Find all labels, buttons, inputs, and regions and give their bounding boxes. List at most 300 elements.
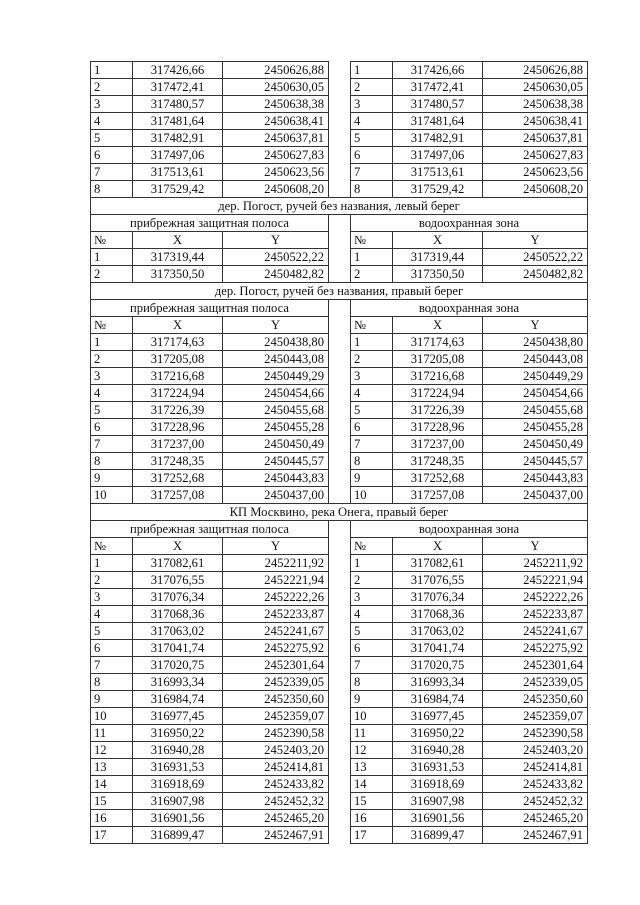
left-y-coordinate: 2452403,20 [223, 742, 329, 759]
left-x-coordinate: 316901,56 [133, 810, 223, 827]
left-y-coordinate: 2450454,66 [223, 385, 329, 402]
right-point-number: 12 [351, 742, 393, 759]
right-num-header: № [351, 538, 393, 555]
column-gap [329, 572, 351, 589]
right-point-number: 3 [351, 96, 393, 113]
right-point-number: 15 [351, 793, 393, 810]
left-y-coordinate: 2450608,20 [223, 181, 329, 198]
left-point-number: 4 [91, 113, 133, 130]
right-y-coordinate: 2450455,68 [483, 402, 588, 419]
left-x-coordinate: 317257,08 [133, 487, 223, 504]
left-point-number: 1 [91, 334, 133, 351]
column-gap [329, 487, 351, 504]
left-y-coordinate: 2450445,57 [223, 453, 329, 470]
right-point-number: 1 [351, 249, 393, 266]
column-gap [329, 623, 351, 640]
right-y-coordinate: 2450443,08 [483, 351, 588, 368]
left-point-number: 6 [91, 147, 133, 164]
table-row [91, 708, 588, 725]
left-y-coordinate: 2450522,22 [223, 249, 329, 266]
left-y-coordinate: 2450482,82 [223, 266, 329, 283]
left-point-number: 2 [91, 351, 133, 368]
table-row [91, 130, 588, 147]
left-y-coordinate: 2452465,20 [223, 810, 329, 827]
column-header-row [91, 538, 588, 555]
left-point-number: 2 [91, 572, 133, 589]
left-y-header: Y [223, 232, 329, 249]
right-point-number: 5 [351, 402, 393, 419]
zone-header-row [91, 521, 588, 538]
left-point-number: 3 [91, 589, 133, 606]
right-y-coordinate: 2450437,00 [483, 487, 588, 504]
left-point-number: 8 [91, 181, 133, 198]
table-row [91, 385, 588, 402]
right-point-number: 14 [351, 776, 393, 793]
column-gap [329, 113, 351, 130]
left-point-number: 1 [91, 62, 133, 79]
left-point-number: 10 [91, 708, 133, 725]
column-gap [329, 640, 351, 657]
right-y-header: Y [483, 232, 588, 249]
left-y-coordinate: 2450630,05 [223, 79, 329, 96]
left-y-coordinate: 2450449,29 [223, 368, 329, 385]
left-x-coordinate: 316977,45 [133, 708, 223, 725]
left-point-number: 15 [91, 793, 133, 810]
right-x-coordinate: 317216,68 [393, 368, 483, 385]
left-x-coordinate: 317529,42 [133, 181, 223, 198]
column-gap [329, 62, 351, 79]
right-point-number: 1 [351, 62, 393, 79]
right-y-coordinate: 2450637,81 [483, 130, 588, 147]
table-row [91, 62, 588, 79]
coastal-strip-header: прибрежная защитная полоса [91, 300, 329, 317]
right-point-number: 6 [351, 147, 393, 164]
section-title-row [91, 283, 588, 300]
table-row [91, 742, 588, 759]
left-point-number: 6 [91, 419, 133, 436]
column-gap [329, 691, 351, 708]
left-y-coordinate: 2450626,88 [223, 62, 329, 79]
right-point-number: 6 [351, 419, 393, 436]
table-row [91, 487, 588, 504]
left-y-coordinate: 2450443,83 [223, 470, 329, 487]
left-y-coordinate: 2450623,56 [223, 164, 329, 181]
coastal-strip-header: прибрежная защитная полоса [91, 521, 329, 538]
table-row [91, 793, 588, 810]
table-row [91, 96, 588, 113]
column-gap [329, 317, 351, 334]
right-point-number: 10 [351, 708, 393, 725]
right-point-number: 3 [351, 368, 393, 385]
column-gap [329, 368, 351, 385]
right-x-header: X [393, 317, 483, 334]
coordinates-document [90, 61, 587, 844]
right-y-header: Y [483, 538, 588, 555]
left-x-header: X [133, 317, 223, 334]
left-y-coordinate: 2450455,28 [223, 419, 329, 436]
right-y-coordinate: 2452339,05 [483, 674, 588, 691]
column-gap [329, 555, 351, 572]
right-point-number: 2 [351, 266, 393, 283]
zone-header-row [91, 215, 588, 232]
left-y-coordinate: 2450627,83 [223, 147, 329, 164]
right-point-number: 7 [351, 436, 393, 453]
right-x-coordinate: 317319,44 [393, 249, 483, 266]
left-y-coordinate: 2450638,41 [223, 113, 329, 130]
right-y-coordinate: 2450482,82 [483, 266, 588, 283]
column-gap [329, 232, 351, 249]
right-y-coordinate: 2450638,38 [483, 96, 588, 113]
right-x-coordinate: 317426,66 [393, 62, 483, 79]
left-point-number: 14 [91, 776, 133, 793]
right-x-coordinate: 316940,28 [393, 742, 483, 759]
right-y-coordinate: 2452359,07 [483, 708, 588, 725]
right-point-number: 5 [351, 130, 393, 147]
column-gap [329, 130, 351, 147]
column-gap [329, 453, 351, 470]
table-row [91, 334, 588, 351]
left-point-number: 17 [91, 827, 133, 844]
column-gap [329, 657, 351, 674]
right-x-coordinate: 317041,74 [393, 640, 483, 657]
table-row [91, 266, 588, 283]
left-x-coordinate: 317224,94 [133, 385, 223, 402]
table-row [91, 436, 588, 453]
left-point-number: 1 [91, 555, 133, 572]
right-point-number: 9 [351, 470, 393, 487]
left-x-coordinate: 317482,91 [133, 130, 223, 147]
left-y-coordinate: 2450637,81 [223, 130, 329, 147]
column-gap [329, 725, 351, 742]
table-row [91, 368, 588, 385]
right-y-coordinate: 2452233,87 [483, 606, 588, 623]
left-y-coordinate: 2452433,82 [223, 776, 329, 793]
left-x-coordinate: 316907,98 [133, 793, 223, 810]
right-x-coordinate: 316977,45 [393, 708, 483, 725]
table-row [91, 776, 588, 793]
right-y-coordinate: 2452433,82 [483, 776, 588, 793]
table-row [91, 181, 588, 198]
left-y-coordinate: 2452222,26 [223, 589, 329, 606]
left-y-coordinate: 2450443,08 [223, 351, 329, 368]
right-y-coordinate: 2450438,80 [483, 334, 588, 351]
right-x-coordinate: 317224,94 [393, 385, 483, 402]
left-x-coordinate: 317226,39 [133, 402, 223, 419]
left-x-coordinate: 317497,06 [133, 147, 223, 164]
left-point-number: 8 [91, 674, 133, 691]
right-y-coordinate: 2450449,29 [483, 368, 588, 385]
table-row [91, 470, 588, 487]
left-x-header: X [133, 232, 223, 249]
left-y-coordinate: 2452390,58 [223, 725, 329, 742]
left-num-header: № [91, 538, 133, 555]
column-gap [329, 606, 351, 623]
right-y-coordinate: 2452414,81 [483, 759, 588, 776]
right-point-number: 1 [351, 555, 393, 572]
right-x-coordinate: 317350,50 [393, 266, 483, 283]
right-y-coordinate: 2450627,83 [483, 147, 588, 164]
table-row [91, 725, 588, 742]
left-x-coordinate: 317237,00 [133, 436, 223, 453]
right-y-coordinate: 2452241,67 [483, 623, 588, 640]
right-x-coordinate: 317226,39 [393, 402, 483, 419]
left-point-number: 8 [91, 453, 133, 470]
right-point-number: 2 [351, 572, 393, 589]
right-y-coordinate: 2452222,26 [483, 589, 588, 606]
column-header-row [91, 232, 588, 249]
right-point-number: 1 [351, 334, 393, 351]
right-point-number: 2 [351, 79, 393, 96]
left-x-coordinate: 317020,75 [133, 657, 223, 674]
column-gap [329, 708, 351, 725]
right-point-number: 6 [351, 640, 393, 657]
left-point-number: 4 [91, 385, 133, 402]
right-point-number: 4 [351, 113, 393, 130]
right-y-coordinate: 2450450,49 [483, 436, 588, 453]
right-y-coordinate: 2450522,22 [483, 249, 588, 266]
left-point-number: 3 [91, 96, 133, 113]
left-x-coordinate: 316918,69 [133, 776, 223, 793]
left-y-coordinate: 2450450,49 [223, 436, 329, 453]
left-y-coordinate: 2452467,91 [223, 827, 329, 844]
left-point-number: 10 [91, 487, 133, 504]
right-num-header: № [351, 232, 393, 249]
right-y-coordinate: 2450623,56 [483, 164, 588, 181]
left-x-coordinate: 316899,47 [133, 827, 223, 844]
table-row [91, 572, 588, 589]
right-y-coordinate: 2452221,94 [483, 572, 588, 589]
table-row [91, 113, 588, 130]
column-gap [329, 266, 351, 283]
right-point-number: 5 [351, 623, 393, 640]
left-x-coordinate: 317248,35 [133, 453, 223, 470]
table-row [91, 164, 588, 181]
right-y-coordinate: 2450626,88 [483, 62, 588, 79]
right-x-coordinate: 317529,42 [393, 181, 483, 198]
right-y-coordinate: 2450454,66 [483, 385, 588, 402]
column-gap [329, 249, 351, 266]
right-y-coordinate: 2452350,60 [483, 691, 588, 708]
table-row [91, 691, 588, 708]
right-x-coordinate: 317237,00 [393, 436, 483, 453]
right-x-coordinate: 316901,56 [393, 810, 483, 827]
left-y-coordinate: 2452241,67 [223, 623, 329, 640]
left-point-number: 7 [91, 164, 133, 181]
right-x-coordinate: 317497,06 [393, 147, 483, 164]
left-num-header: № [91, 232, 133, 249]
right-point-number: 4 [351, 385, 393, 402]
left-x-coordinate: 316950,22 [133, 725, 223, 742]
table-row [91, 402, 588, 419]
left-y-coordinate: 2450438,80 [223, 334, 329, 351]
right-x-coordinate: 317076,34 [393, 589, 483, 606]
right-x-header: X [393, 232, 483, 249]
column-gap [329, 215, 351, 232]
left-x-coordinate: 316993,34 [133, 674, 223, 691]
left-x-coordinate: 317472,41 [133, 79, 223, 96]
left-x-coordinate: 317481,64 [133, 113, 223, 130]
left-x-coordinate: 317076,34 [133, 589, 223, 606]
left-y-header: Y [223, 538, 329, 555]
table-row [91, 555, 588, 572]
left-x-coordinate: 317068,36 [133, 606, 223, 623]
right-point-number: 8 [351, 674, 393, 691]
left-point-number: 5 [91, 623, 133, 640]
column-gap [329, 674, 351, 691]
water-protection-zone-header: водоохранная зона [351, 521, 588, 538]
table-row [91, 589, 588, 606]
left-point-number: 12 [91, 742, 133, 759]
right-x-coordinate: 317248,35 [393, 453, 483, 470]
left-point-number: 1 [91, 249, 133, 266]
right-x-coordinate: 317020,75 [393, 657, 483, 674]
left-point-number: 9 [91, 470, 133, 487]
table-row [91, 606, 588, 623]
right-point-number: 2 [351, 351, 393, 368]
left-point-number: 4 [91, 606, 133, 623]
right-point-number: 7 [351, 164, 393, 181]
column-gap [329, 776, 351, 793]
right-point-number: 8 [351, 453, 393, 470]
left-x-coordinate: 316940,28 [133, 742, 223, 759]
column-gap [329, 147, 351, 164]
column-gap [329, 742, 351, 759]
left-x-coordinate: 317513,61 [133, 164, 223, 181]
right-x-coordinate: 317472,41 [393, 79, 483, 96]
column-gap [329, 759, 351, 776]
right-x-coordinate: 316907,98 [393, 793, 483, 810]
column-gap [329, 419, 351, 436]
right-y-coordinate: 2450638,41 [483, 113, 588, 130]
left-y-coordinate: 2452301,64 [223, 657, 329, 674]
left-point-number: 5 [91, 130, 133, 147]
right-x-coordinate: 317063,02 [393, 623, 483, 640]
right-point-number: 13 [351, 759, 393, 776]
right-x-coordinate: 317481,64 [393, 113, 483, 130]
right-point-number: 17 [351, 827, 393, 844]
right-point-number: 16 [351, 810, 393, 827]
right-x-coordinate: 317513,61 [393, 164, 483, 181]
right-x-coordinate: 316931,53 [393, 759, 483, 776]
section-title: дер. Погост, ручей без названия, правый берег [91, 283, 588, 300]
right-y-coordinate: 2450445,57 [483, 453, 588, 470]
left-point-number: 16 [91, 810, 133, 827]
column-gap [329, 521, 351, 538]
column-gap [329, 470, 351, 487]
right-y-header: Y [483, 317, 588, 334]
section-title-row [91, 198, 588, 215]
right-x-coordinate: 317076,55 [393, 572, 483, 589]
table-row [91, 419, 588, 436]
column-gap [329, 827, 351, 844]
water-protection-zone-header: водоохранная зона [351, 215, 588, 232]
table-row [91, 249, 588, 266]
table-row [91, 759, 588, 776]
right-y-coordinate: 2452211,92 [483, 555, 588, 572]
column-gap [329, 385, 351, 402]
left-y-coordinate: 2452233,87 [223, 606, 329, 623]
right-x-coordinate: 317205,08 [393, 351, 483, 368]
left-y-coordinate: 2452211,92 [223, 555, 329, 572]
table-row [91, 623, 588, 640]
right-point-number: 8 [351, 181, 393, 198]
column-gap [329, 538, 351, 555]
column-gap [329, 334, 351, 351]
left-y-coordinate: 2452339,05 [223, 674, 329, 691]
left-point-number: 2 [91, 266, 133, 283]
left-point-number: 6 [91, 640, 133, 657]
left-point-number: 2 [91, 79, 133, 96]
left-x-coordinate: 317205,08 [133, 351, 223, 368]
right-x-coordinate: 317068,36 [393, 606, 483, 623]
right-y-coordinate: 2452452,32 [483, 793, 588, 810]
right-y-coordinate: 2452275,92 [483, 640, 588, 657]
left-point-number: 13 [91, 759, 133, 776]
table-row [91, 674, 588, 691]
left-point-number: 5 [91, 402, 133, 419]
left-y-coordinate: 2452275,92 [223, 640, 329, 657]
coastal-strip-header: прибрежная защитная полоса [91, 215, 329, 232]
right-y-coordinate: 2452390,58 [483, 725, 588, 742]
right-x-coordinate: 317228,96 [393, 419, 483, 436]
left-x-coordinate: 317252,68 [133, 470, 223, 487]
column-header-row [91, 317, 588, 334]
right-x-coordinate: 317257,08 [393, 487, 483, 504]
right-x-coordinate: 316984,74 [393, 691, 483, 708]
left-x-coordinate: 317076,55 [133, 572, 223, 589]
right-x-coordinate: 316993,34 [393, 674, 483, 691]
right-x-coordinate: 316918,69 [393, 776, 483, 793]
zone-header-row [91, 300, 588, 317]
left-x-coordinate: 317350,50 [133, 266, 223, 283]
left-x-coordinate: 317480,57 [133, 96, 223, 113]
right-y-coordinate: 2452403,20 [483, 742, 588, 759]
section-title-row [91, 504, 588, 521]
left-x-coordinate: 316931,53 [133, 759, 223, 776]
left-y-coordinate: 2450437,00 [223, 487, 329, 504]
right-y-coordinate: 2452301,64 [483, 657, 588, 674]
right-point-number: 9 [351, 691, 393, 708]
left-x-coordinate: 317082,61 [133, 555, 223, 572]
table-row [91, 810, 588, 827]
water-protection-zone-header: водоохранная зона [351, 300, 588, 317]
right-point-number: 4 [351, 606, 393, 623]
right-x-coordinate: 317082,61 [393, 555, 483, 572]
left-x-coordinate: 317063,02 [133, 623, 223, 640]
left-x-coordinate: 316984,74 [133, 691, 223, 708]
right-y-coordinate: 2452465,20 [483, 810, 588, 827]
table-row [91, 827, 588, 844]
left-y-coordinate: 2450455,68 [223, 402, 329, 419]
right-point-number: 7 [351, 657, 393, 674]
coordinates-table [90, 61, 588, 844]
right-x-coordinate: 317482,91 [393, 130, 483, 147]
right-point-number: 10 [351, 487, 393, 504]
right-point-number: 11 [351, 725, 393, 742]
right-y-coordinate: 2450455,28 [483, 419, 588, 436]
right-x-coordinate: 317252,68 [393, 470, 483, 487]
left-point-number: 3 [91, 368, 133, 385]
table-row [91, 640, 588, 657]
column-gap [329, 793, 351, 810]
right-x-coordinate: 317174,63 [393, 334, 483, 351]
column-gap [329, 402, 351, 419]
column-gap [329, 79, 351, 96]
table-row [91, 657, 588, 674]
left-y-header: Y [223, 317, 329, 334]
left-x-coordinate: 317228,96 [133, 419, 223, 436]
left-num-header: № [91, 317, 133, 334]
